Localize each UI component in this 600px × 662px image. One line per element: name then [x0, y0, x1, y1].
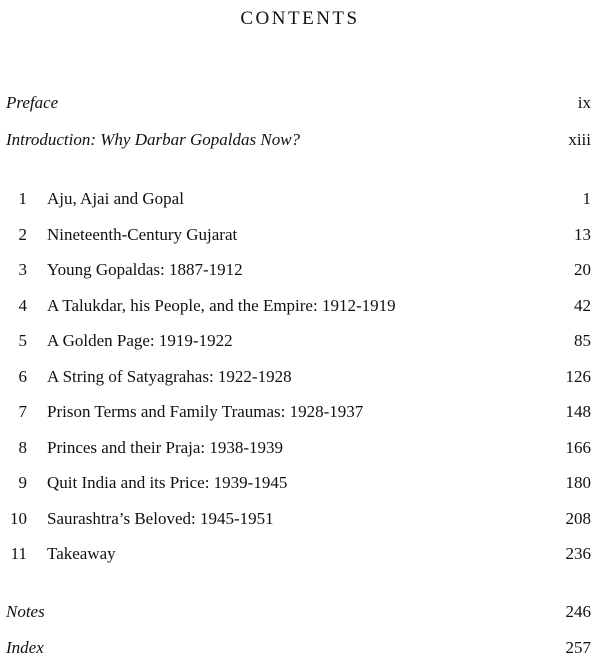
toc-entry-chapter[interactable] — [0, 507, 600, 531]
chapter-number: 9 — [18, 473, 27, 492]
entry-label: Index — [6, 638, 44, 657]
entry-label: Young Gopaldas: 1887-1912 — [47, 260, 243, 279]
entry-page: 20 — [574, 260, 591, 279]
entry-page: ix — [577, 93, 591, 112]
entry-label: Saurashtra’s Beloved: 1945-1951 — [47, 508, 274, 528]
entry-page: 236 — [565, 544, 591, 563]
toc-entry-chapter[interactable] — [0, 258, 600, 282]
entry-page: 126 — [565, 366, 591, 386]
entry-page: 85 — [574, 331, 591, 350]
chapter-number: 3 — [18, 260, 27, 279]
chapter-number: 6 — [18, 366, 27, 386]
entry-label: Quit India and its Price: 1939-1945 — [47, 473, 288, 492]
chapter-number: 11 — [10, 544, 27, 563]
entry-page: 148 — [565, 402, 591, 421]
chapter-number: 7 — [18, 402, 27, 421]
toc-entry-chapter[interactable] — [0, 294, 600, 318]
entry-page: 208 — [565, 508, 591, 528]
entry-page: 1 — [582, 189, 591, 208]
toc-entry-chapter[interactable] — [0, 329, 600, 353]
entry-label: Prison Terms and Family Traumas: 1928-1937 — [47, 402, 364, 421]
entry-page: 257 — [565, 638, 591, 657]
toc-entry-preface[interactable] — [0, 91, 600, 115]
toc-entry-chapter[interactable] — [0, 223, 600, 247]
entry-page: 166 — [565, 437, 591, 457]
toc-entry-chapter[interactable] — [0, 471, 600, 495]
entry-label: Notes — [6, 602, 45, 621]
entry-page: xiii — [568, 130, 591, 149]
toc-entry-notes[interactable] — [0, 600, 600, 624]
entry-label: A Golden Page: 1919-1922 — [47, 331, 233, 350]
entry-label: Preface — [6, 93, 59, 112]
entry-label: Takeaway — [47, 544, 116, 563]
entry-label: A String of Satyagrahas: 1922-1928 — [47, 366, 292, 386]
entry-label: Aju, Ajai and Gopal — [47, 189, 184, 208]
chapter-number: 2 — [18, 224, 27, 244]
chapter-number: 10 — [10, 508, 27, 528]
entry-label: Nineteenth-Century Gujarat — [47, 224, 238, 244]
chapter-number: 1 — [18, 189, 27, 208]
entry-page: 180 — [565, 473, 591, 492]
toc-entry-introduction[interactable] — [0, 128, 600, 152]
entry-page: 13 — [574, 224, 591, 244]
chapter-number: 5 — [18, 331, 27, 350]
chapter-number: 8 — [18, 437, 27, 457]
entry-label: A Talukdar, his People, and the Empire: 1912-1919 — [47, 295, 396, 315]
contents-title: CONTENTS — [240, 8, 360, 29]
entry-label: Princes and their Praja: 1938-1939 — [47, 437, 284, 457]
chapter-number: 4 — [18, 295, 27, 315]
toc-entry-chapter[interactable] — [0, 400, 600, 424]
toc-entry-index[interactable] — [0, 636, 600, 660]
toc-entry-chapter[interactable] — [0, 542, 600, 566]
toc-entry-chapter[interactable] — [0, 365, 600, 389]
toc-entry-chapter[interactable] — [0, 436, 600, 460]
entry-label: Introduction: Why Darbar Gopaldas Now? — [6, 130, 301, 149]
entry-page: 246 — [565, 602, 591, 621]
entry-page: 42 — [574, 295, 591, 315]
toc-entry-chapter[interactable] — [0, 187, 600, 211]
